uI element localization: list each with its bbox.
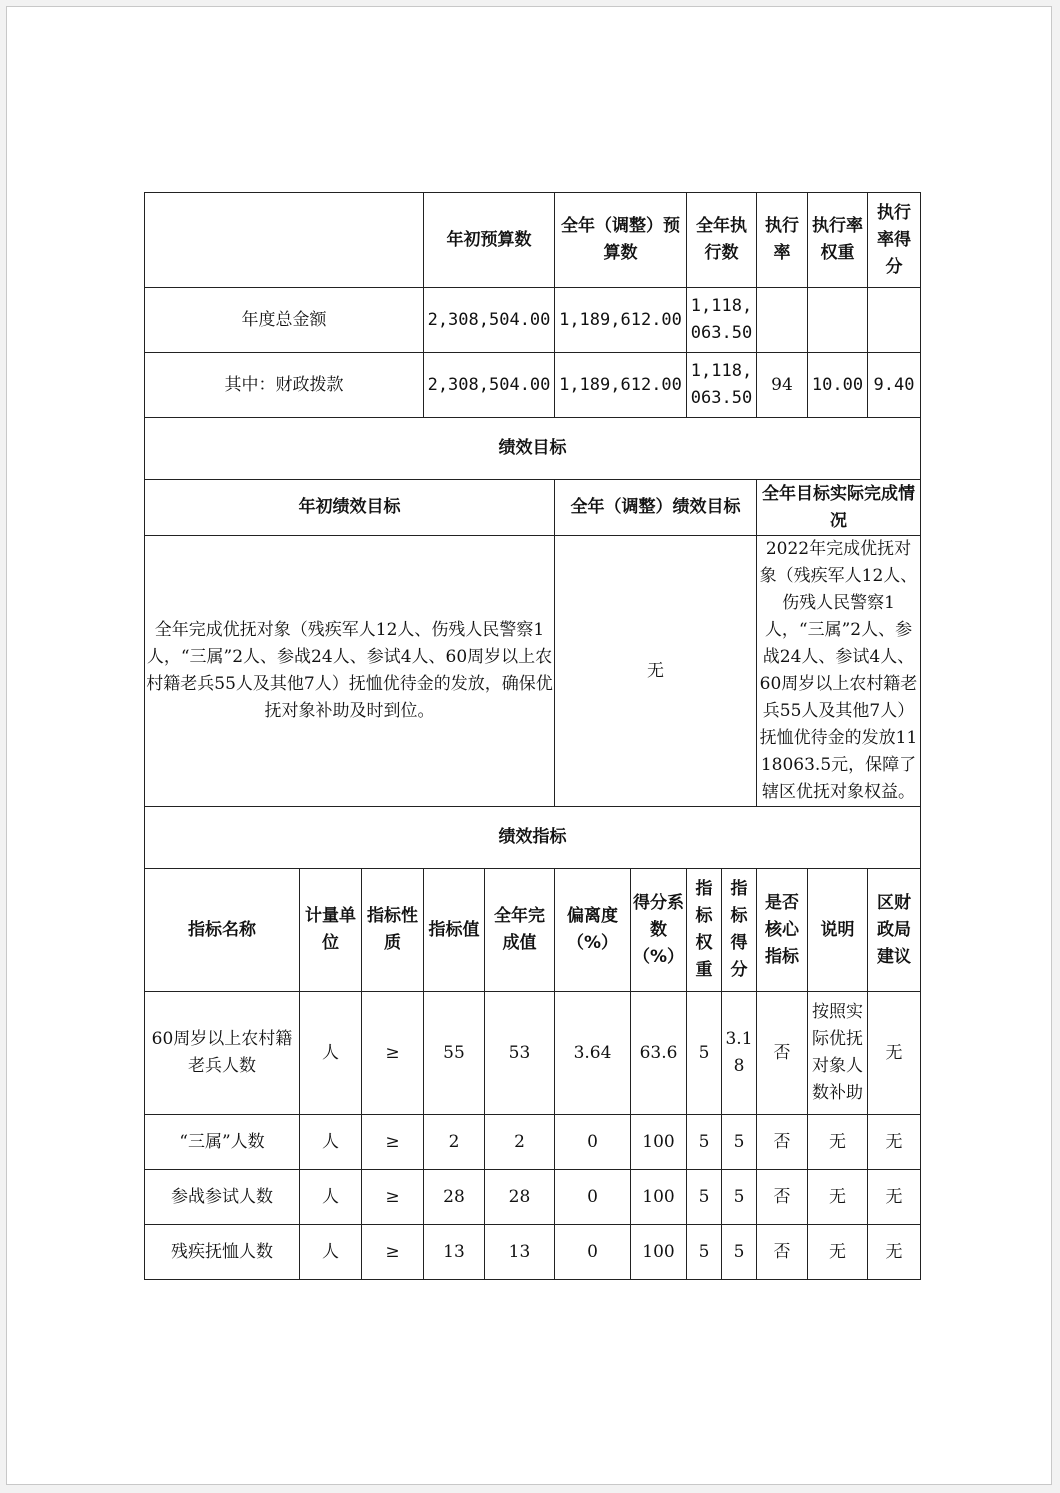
budget-adjusted-value: 1,189,612.00 (555, 288, 687, 353)
budget-rate-value (757, 288, 808, 353)
indicator-header: 全年完成值 (485, 869, 555, 992)
header-adjusted-budget: 全年（调整）预算数 (555, 193, 687, 288)
budget-adjusted-value: 1,189,612.00 (555, 353, 687, 418)
header-exec-score: 执行率得分 (868, 193, 921, 288)
indicator-completed: 13 (485, 1225, 555, 1280)
indicator-deviation: 0 (555, 1170, 631, 1225)
indicator-name: 60周岁以上农村籍老兵人数 (145, 992, 300, 1115)
indicator-header: 说明 (808, 869, 868, 992)
goals-adjusted-text: 无 (555, 536, 757, 807)
budget-row-label: 其中：财政拨款 (145, 353, 424, 418)
indicator-deviation: 0 (555, 1225, 631, 1280)
budget-weight-value: 10.00 (808, 353, 868, 418)
indicator-row (145, 992, 921, 1115)
performance-table (144, 192, 921, 1280)
indicator-note: 无 (808, 1170, 868, 1225)
document-page (6, 6, 1052, 1485)
indicator-unit: 人 (300, 1170, 362, 1225)
indicator-deviation: 3.64 (555, 992, 631, 1115)
budget-initial-value: 2,308,504.00 (424, 288, 555, 353)
budget-row-label: 年度总金额 (145, 288, 424, 353)
header-exec-rate: 执行率 (757, 193, 808, 288)
budget-header-blank (145, 193, 424, 288)
indicator-core: 否 (757, 992, 808, 1115)
budget-initial-value: 2,308,504.00 (424, 353, 555, 418)
goals-header-row (145, 480, 921, 536)
indicator-completed: 53 (485, 992, 555, 1115)
indicator-note: 按照实际优抚对象人数补助 (808, 992, 868, 1115)
budget-score-value: 9.40 (868, 353, 921, 418)
indicator-value: 55 (424, 992, 485, 1115)
indicator-unit: 人 (300, 1115, 362, 1170)
indicators-header-row (145, 869, 921, 992)
budget-weight-value (808, 288, 868, 353)
indicator-weight: 5 (687, 1225, 722, 1280)
indicator-unit: 人 (300, 992, 362, 1115)
indicator-weight: 5 (687, 1170, 722, 1225)
budget-executed-value: 1,118,063.50 (687, 288, 757, 353)
indicator-header: 是否核心指标 (757, 869, 808, 992)
indicator-score: 5 (722, 1170, 757, 1225)
goals-initial-text: 全年完成优抚对象（残疾军人12人、伤残人民警察1人，“三属”2人、参战24人、参试4人、60周岁以上农村籍老兵55人及其他7人）抚恤优待金的发放，确保优抚对象补助及时到位。 (145, 536, 555, 807)
indicator-score: 5 (722, 1115, 757, 1170)
indicator-suggestion: 无 (868, 1170, 921, 1225)
budget-rate-value: 94 (757, 353, 808, 418)
indicator-header: 指标名称 (145, 869, 300, 992)
indicator-coefficient: 100 (631, 1225, 687, 1280)
header-exec-weight: 执行率权重 (808, 193, 868, 288)
indicator-row (145, 1170, 921, 1225)
indicators-title-row (145, 807, 921, 869)
budget-header-row (145, 193, 921, 288)
indicator-header: 指标权重 (687, 869, 722, 992)
goals-col-actual: 全年目标实际完成情况 (757, 480, 921, 536)
indicator-core: 否 (757, 1115, 808, 1170)
indicator-row (145, 1115, 921, 1170)
indicator-header: 指标得分 (722, 869, 757, 992)
indicator-weight: 5 (687, 1115, 722, 1170)
indicator-row (145, 1225, 921, 1280)
goals-title-row (145, 418, 921, 480)
goals-col-adjusted: 全年（调整）绩效目标 (555, 480, 757, 536)
indicator-header: 指标性质 (362, 869, 424, 992)
indicator-deviation: 0 (555, 1115, 631, 1170)
indicator-header: 区财政局建议 (868, 869, 921, 992)
indicator-suggestion: 无 (868, 1225, 921, 1280)
indicator-nature: ≥ (362, 992, 424, 1115)
indicator-core: 否 (757, 1225, 808, 1280)
indicator-score: 3.18 (722, 992, 757, 1115)
goals-content-row (145, 536, 921, 807)
indicator-name: 残疾抚恤人数 (145, 1225, 300, 1280)
goals-actual-text: 2022年完成优抚对象（残疾军人12人、伤残人民警察1人，“三属”2人、参战24人、参试4人、60周岁以上农村籍老兵55人及其他7人）抚恤优待金的发放1118063.5元，保障了辖区优抚对象权益。 (757, 536, 921, 807)
budget-row-total (145, 288, 921, 353)
budget-row-fiscal (145, 353, 921, 418)
indicator-suggestion: 无 (868, 1115, 921, 1170)
indicators-section-title: 绩效指标 (145, 807, 921, 869)
indicator-name: “三属”人数 (145, 1115, 300, 1170)
indicator-nature: ≥ (362, 1115, 424, 1170)
indicator-completed: 2 (485, 1115, 555, 1170)
indicator-note: 无 (808, 1225, 868, 1280)
indicator-core: 否 (757, 1170, 808, 1225)
indicator-coefficient: 100 (631, 1115, 687, 1170)
goals-section-title: 绩效目标 (145, 418, 921, 480)
indicator-nature: ≥ (362, 1170, 424, 1225)
indicator-weight: 5 (687, 992, 722, 1115)
indicator-value: 28 (424, 1170, 485, 1225)
indicator-score: 5 (722, 1225, 757, 1280)
indicator-unit: 人 (300, 1225, 362, 1280)
indicator-header: 计量单位 (300, 869, 362, 992)
indicator-suggestion: 无 (868, 992, 921, 1115)
indicator-value: 2 (424, 1115, 485, 1170)
indicator-completed: 28 (485, 1170, 555, 1225)
header-executed: 全年执行数 (687, 193, 757, 288)
indicator-coefficient: 63.6 (631, 992, 687, 1115)
indicator-coefficient: 100 (631, 1170, 687, 1225)
indicator-header: 得分系数（%） (631, 869, 687, 992)
indicator-value: 13 (424, 1225, 485, 1280)
indicator-header: 偏离度（%） (555, 869, 631, 992)
indicator-header: 指标值 (424, 869, 485, 992)
indicator-name: 参战参试人数 (145, 1170, 300, 1225)
header-initial-budget: 年初预算数 (424, 193, 555, 288)
budget-executed-value: 1,118,063.50 (687, 353, 757, 418)
budget-score-value (868, 288, 921, 353)
indicator-nature: ≥ (362, 1225, 424, 1280)
indicator-note: 无 (808, 1115, 868, 1170)
goals-col-initial: 年初绩效目标 (145, 480, 555, 536)
